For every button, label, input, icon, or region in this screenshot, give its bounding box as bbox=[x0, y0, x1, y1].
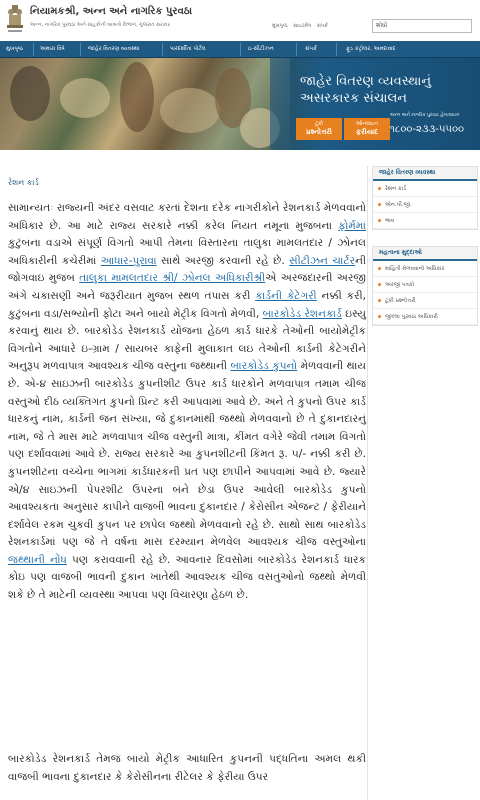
nav-divider bbox=[80, 43, 81, 56]
sidebar-item-faq[interactable]: ટૂંકી પ્રશ્નોત્તરી bbox=[373, 293, 477, 309]
nav-divider bbox=[162, 43, 163, 56]
complaint-button[interactable] bbox=[344, 118, 390, 140]
nav-item-about[interactable]: અમારા વિષે bbox=[40, 46, 65, 52]
nav-divider bbox=[240, 43, 241, 56]
para-text: ની જોગવાઇ મુજબ bbox=[8, 254, 366, 285]
nav-item-home[interactable]: મુખપૃષ્ઠ bbox=[6, 46, 24, 52]
para-text: સાથે અરજી કરવાની રહે છે. bbox=[156, 254, 290, 267]
nav-item-food-controller[interactable]: ફૂડ કંટ્રોલર, અમદાવાદ bbox=[346, 46, 396, 52]
barcoded-coupons-link[interactable]: બારકોડેડ કુપનો bbox=[230, 360, 298, 373]
faq-button[interactable] bbox=[296, 118, 342, 140]
quantity-note-link[interactable]: જથ્થાની નોંધ bbox=[8, 553, 67, 566]
home-link[interactable]: મુખપૃષ્ઠ bbox=[272, 23, 288, 29]
faq-button-top: ટૂંકી bbox=[315, 121, 323, 127]
nav-item-ecitizen[interactable]: ઇ-સીટીઝન bbox=[248, 46, 274, 52]
para-text: મેળવવાની થાય છે. એ-૪ સાઇઝની બારકોડેડ કુપનીશીટ ઉપર કાર્ડ ધારકોને મળવાપાત્ર તમામ ચીજ વસ્તુઓ દીઠ વ્યક્તિગત કુપનો પ્રિન્ટ કરી આપવામાં આવે છે. અને તે કુપનો ઉપર કાર્ડ ધારકનું નામ, કાર્ડની જન સંખ્યા, જે દુકાનમાંથી જથ્થો મેળવવાનો છે તે દુકાનદારનું નામ, જે તે માસ માટે મળવાપાત્ર ચીજ વસ્તુની માત્રા, કીંમત વગેરે જેવી તમામ વિગતો પણ દર્શાવવામાં આવે છે. રાજ્ય સરકારે આ કુપનશીટની કિંમત રૂ. ૫/- નક્કી કરી છે. કુપનશીટના વચ્ચેના ભાગમાં કાર્ડધારકની પ્રત પણ છાપીને આપવામાં આવે છે. જ્યારે એ/૪ સાઇઝની પેપરશીટ ઉપરના બંને છેડા ઉપર આવેલી બારકોડેડ કુપનો આવશ્યકતા અનુસાર કાપીને વાજબી ભાવના દુકાનદાર / કેરોસીન એજન્ટ / ફેરીયાને દર્શાવેલ રકમ ચુકવી કુપન પર છાપેલ જથ્થો મેળવવાનો રહે છે. સાથો સાથ બારકોડેડ રેશનકાર્ડમાં પણ જે તે વર્ષના માસ દરમ્યાન મેળવેલ આવશ્યક ચીજ વસ્તુઓના bbox=[8, 360, 367, 549]
pds-menu-heading: જાહેર વિતરણ વ્યવસ્થા bbox=[373, 167, 477, 181]
important-points-heading: મહત્વના મુદ્દાઓ bbox=[373, 247, 477, 261]
state-emblem-icon bbox=[4, 3, 26, 35]
sidebar-item-district-officer[interactable]: જીલ્લા પુરવઠા અધિકારી bbox=[373, 309, 477, 325]
faq-button-label: પ્રશ્નોત્તરી bbox=[306, 128, 332, 136]
nav-divider bbox=[336, 43, 337, 56]
para-text: કુટુંબના વડાએ સંપૂર્ણ વિગતો આપી તેમના વિસ્તારના તાલુકા મામલતદાર / ઝોનલ અધિકારીની કચેરીમાં bbox=[8, 237, 366, 267]
barcoded-ration-card-link[interactable]: બારકોડેડ રેશનકાર્ડ bbox=[262, 307, 342, 320]
site-header bbox=[0, 0, 480, 40]
nav-divider bbox=[296, 43, 297, 56]
banner-subheadline: અસરકારક સંચાલન bbox=[300, 91, 407, 106]
taluka-officer-link[interactable]: તાલુકા મામલતદાર શ્રી/ ઝોનલ અધિકારીશ્રી bbox=[79, 272, 266, 285]
complaint-button-top: ઓનલાઇન bbox=[355, 121, 379, 127]
utility-links bbox=[272, 23, 332, 29]
ration-card-paragraph bbox=[8, 200, 366, 605]
sidebar-item-npg[interactable]: એન.પી.જી. bbox=[373, 197, 477, 213]
proof-link[interactable]: આધાર-પુરાવા bbox=[100, 254, 157, 267]
hero-banner bbox=[0, 58, 480, 150]
sidebar-item-price[interactable]: ભાવ bbox=[373, 213, 477, 229]
main-content bbox=[0, 166, 368, 800]
important-points-menu bbox=[372, 246, 478, 326]
biometric-paragraph: બારકોડેડ રેશનકાર્ડ તેમજ બાયો મેટ્રીક આધારિત કુપનની પદ્ધતિના અમલ થકી વાજબી ભાવના દુકાનદાર કે કેરોસીનના રીટેલર કે ફેરીયા ઉપર bbox=[8, 753, 366, 783]
complaint-button-label: ફરીયાદ bbox=[356, 128, 378, 136]
nav-item-pds[interactable]: જાહેર વિતરણ વ્યવસ્થા bbox=[88, 46, 140, 52]
card-category-link[interactable]: કાર્ડની કેટેગરી bbox=[255, 289, 317, 302]
helpline-number[interactable]: ૧૮૦૦-૨૩૩-૫૫૦૦ bbox=[390, 124, 465, 135]
nav-item-transparency[interactable]: પારદર્શીતા પોર્ટલ bbox=[170, 46, 206, 52]
helpline-label: અન્ન અને નાગરિક પુરવઠા હેલ્પલાઇન bbox=[390, 113, 460, 118]
sidebar-item-ration-card[interactable]: રેશન કાર્ડ bbox=[373, 181, 477, 197]
sidebar-item-forms[interactable]: અરજી પત્રકો bbox=[373, 277, 477, 293]
sitemap-link[interactable]: સાઇટમેપ bbox=[293, 23, 312, 29]
para-text: પણ કરાવવાની રહે છે. આવનાર દિવસોમાં બારકોડેડ રેશનકાર્ડ ધારક કોઇ પણ વાજબી ભાવની દુકાન ખાતેથી આવશ્યક ચીજ વસતુઓનો જથ્થો મેળવી શકે છે તે માટેની વ્યવસ્થા આપવા પણ વિચારણા હેઠળ છે. bbox=[8, 553, 366, 602]
site-title[interactable]: નિયામકશ્રી, અન્ન અને નાગરિક પુરવઠા bbox=[30, 6, 193, 17]
citizen-charter-link[interactable]: સીટીઝન ચાર્ટર bbox=[289, 254, 356, 267]
banner-headline: જાહેર વિતરણ વ્યવસ્થાનું bbox=[300, 74, 432, 89]
para-text: નક્કી કરી, કુટુંબના વડા/સભ્યોની ફોટા અને બાયો મેટ્રીક વિગતો મેળવી, bbox=[8, 289, 366, 320]
contact-link[interactable]: સંપર્ક bbox=[316, 23, 328, 29]
para-text: ઇસ્યુ કરવાનું થાય છે. બારકોડેડ રેશનકાર્ડ યોજના હેઠળ કાર્ડ ધારકે તેઓની બાયોમેટ્રીક વિગતોને આધારે ઇ-ગ્રામ / સાયબર કાફેની મુલાકાત લઇ તેઓની કાર્ડની કેટેગરીને અનુરૂપ મળવાપાત્ર આવશ્યક ચીજ વસ્તુના જથ્થાની bbox=[8, 307, 366, 373]
banner-photo bbox=[0, 58, 290, 150]
para-text: એ અરજદારની અરજી અંગે ચકાસણી અને જરૂરીયાત મુજબ સ્થળ તપાસ કરી bbox=[8, 272, 366, 302]
main-nav bbox=[0, 41, 480, 58]
site-subtitle: અન્ન, નાગરિક પુરવઠા અને ગ્રાહકોની બાબતો વિભાગ, ગુજરાત સરકાર bbox=[30, 22, 171, 28]
nav-divider bbox=[33, 43, 34, 56]
sidebar-item-rti[interactable]: માહિતી મેળવવાનો અધિકાર bbox=[373, 261, 477, 277]
para-text: સામાન્યતઃ રાજ્યની અંદર વસવાટ કરતાં દેશના દરેક નાગરીકોને રેશનકાર્ડ મેળવવાનો અધિકાર છે. આ માટે રાજ્ય સરકારે નક્કી કરેલ નિયત નમૂના મુજબના bbox=[8, 202, 366, 232]
pds-menu bbox=[372, 166, 478, 230]
forms-link[interactable]: ફોર્મમાં bbox=[338, 219, 366, 232]
nav-item-contact[interactable]: સંપર્ક bbox=[305, 46, 317, 52]
search-input[interactable]: શોધો bbox=[372, 19, 472, 33]
breadcrumb[interactable]: રેશન કાર્ડ bbox=[8, 178, 39, 187]
